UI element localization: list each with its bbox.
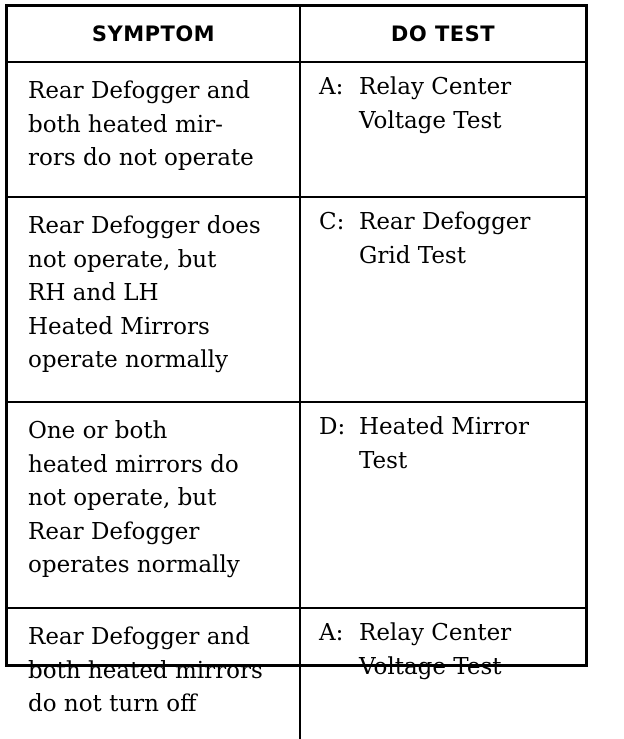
header-symptom: SYMPTOM <box>8 7 300 62</box>
table-row <box>8 62 585 197</box>
header-row <box>8 7 585 62</box>
test-cell <box>300 402 585 608</box>
symptom-cell <box>8 62 300 197</box>
table <box>8 7 585 739</box>
test-name-line: Heated Mirror <box>359 414 530 440</box>
symptom-line: One or both <box>28 418 168 444</box>
symptom-line: RH and LH <box>28 280 159 306</box>
symptom-line: Rear Defogger and <box>28 624 250 650</box>
test-code: A: <box>319 620 344 646</box>
symptom-line: not operate, but <box>28 485 217 511</box>
test-code: D: <box>319 414 346 440</box>
test-code: C: <box>319 209 345 235</box>
test-name-line: Relay Center <box>359 74 512 100</box>
symptom-test-table <box>5 4 588 717</box>
symptom-line: Rear Defogger does <box>28 213 261 239</box>
symptom-line: both heated mir- <box>28 111 223 138</box>
test-name-line: Voltage Test <box>359 107 502 134</box>
test-name-line: Test <box>359 447 408 474</box>
symptom-cell <box>8 197 300 402</box>
symptom-line: rors do not operate <box>28 145 254 171</box>
symptom-line: not operate, but <box>28 246 217 273</box>
symptom-line: operate normally <box>28 347 228 373</box>
header-do-test: DO TEST <box>300 7 585 62</box>
table-row <box>8 197 585 402</box>
test-name-line: Grid Test <box>359 242 466 269</box>
symptom-line: Rear Defogger and <box>28 78 250 104</box>
test-cell <box>300 197 585 402</box>
symptom-line: do not turn off <box>28 691 197 717</box>
test-cell <box>300 62 585 197</box>
test-code: A: <box>319 74 344 100</box>
symptom-line: heated mirrors do <box>28 451 239 478</box>
test-name-line: Rear Defogger <box>359 209 531 235</box>
table-row <box>8 402 585 608</box>
symptom-line: operates normally <box>28 552 240 578</box>
symptom-line: both heated mirrors <box>28 657 263 684</box>
symptom-line: Heated Mirrors <box>28 313 210 340</box>
test-name-line: Relay Center <box>359 620 512 646</box>
test-name-line: Voltage Test <box>359 653 502 680</box>
symptom-line: Rear Defogger <box>28 518 200 545</box>
symptom-cell <box>8 402 300 608</box>
